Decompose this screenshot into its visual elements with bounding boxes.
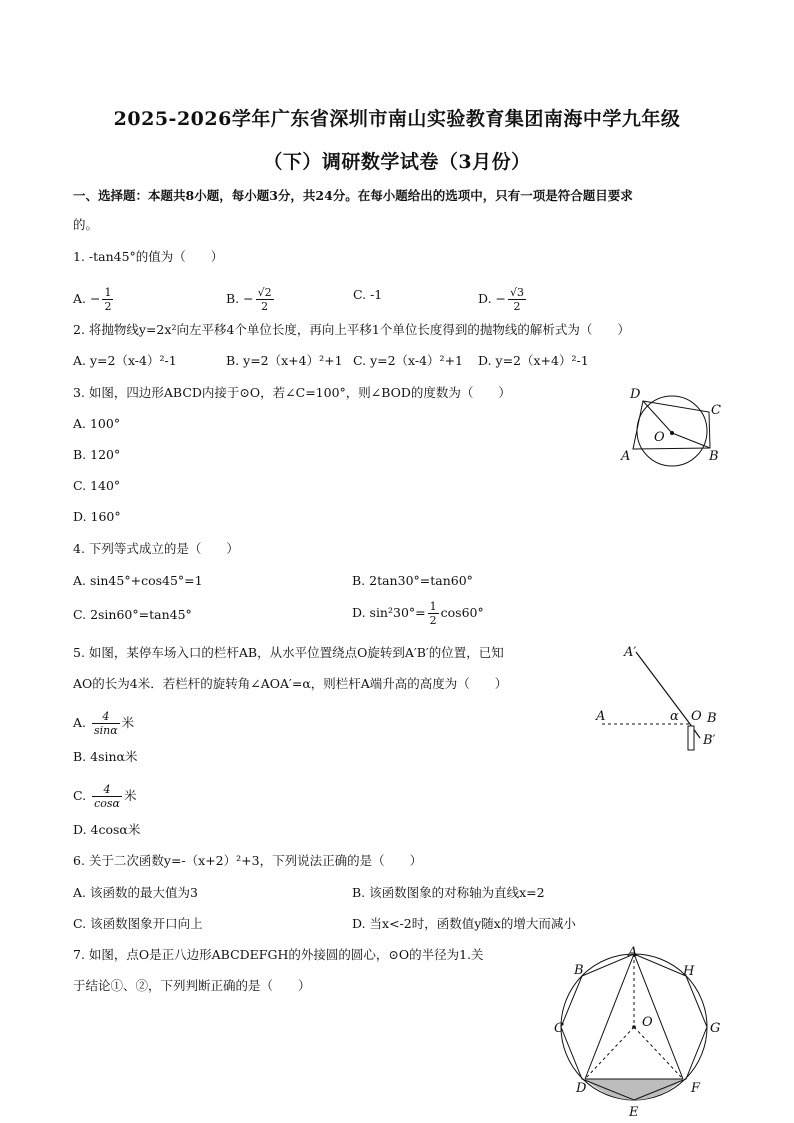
q1-b-num: √2 [257, 286, 272, 299]
q6-option-b: B. 该函数图象的对称轴为直线x=2 [352, 885, 545, 900]
q4-d-den: 2 [429, 614, 437, 627]
q7-label-a: A [628, 945, 638, 960]
q5-option-b: B. 4sinα米 [73, 749, 138, 764]
q5-c-pre: C. [73, 788, 91, 803]
q3-label-c: C [711, 403, 721, 418]
q7-label-h: H [683, 964, 695, 979]
q7-label-e: E [629, 1105, 639, 1120]
q5-label-alpha: α [670, 709, 679, 724]
q5-a-den: sinα [93, 724, 118, 737]
q1-b-den: 2 [261, 300, 269, 313]
q5-option-d: D. 4cosα米 [73, 822, 141, 837]
exam-title-line2: （下）调研数学试卷（3月份） [263, 151, 531, 173]
q1-option-d [478, 286, 528, 313]
q4-d-post: cos60° [440, 605, 484, 620]
q5-post [688, 726, 694, 750]
q4-option-b: B. 2tan30°=tan60° [352, 573, 473, 588]
q4-option-d [352, 600, 484, 627]
q7-label-g: G [710, 1021, 721, 1036]
q1-stem: 1. -tan45°的值为（ ） [73, 249, 224, 264]
q5-rotated-bar [636, 652, 690, 724]
q5-stem-line2: AO的长为4米．若栏杆的旋转角∠AOA′=α，则栏杆A端升高的高度为（ ） [73, 676, 508, 691]
q5-label-a: A [596, 709, 606, 724]
q7-label-f: F [691, 1081, 701, 1096]
q5-option-a [73, 710, 134, 737]
q2-option-d: D. y=2（x+4）²-1 [478, 353, 589, 368]
q1-b-label: B. − [226, 291, 254, 306]
q2-option-a: A. y=2（x-4）²-1 [73, 353, 177, 368]
q1-option-c: C. -1 [353, 287, 383, 302]
q3-label-a: A [621, 449, 631, 464]
q4-option-a: A. sin45°+cos45°=1 [73, 573, 203, 588]
q1-option-b [226, 286, 276, 313]
section-heading-line2: 的。 [73, 217, 99, 232]
q2-option-c: C. y=2（x-4）²+1 [353, 353, 463, 368]
q3-center-point [670, 431, 674, 435]
q7-shaded-region [585, 1079, 683, 1100]
q6-option-c: C. 该函数图象开口向上 [73, 916, 203, 931]
q7-stem-line1: 7. 如图，点O是正八边形ABCDEFGH的外接圆的圆心，⊙O的半径为1.关 [73, 947, 484, 962]
q5-a-pre: A. [73, 715, 90, 730]
q5-a-fraction [92, 710, 120, 737]
q5-c-post: 米 [123, 788, 137, 803]
q3-option-c: C. 140° [73, 478, 121, 493]
q1-d-fraction [508, 286, 526, 313]
q4-option-c: C. 2sin60°=tan45° [73, 607, 192, 622]
q3-label-o: O [654, 430, 665, 445]
q3-segment-od [643, 401, 672, 433]
q3-circle-figure [616, 384, 726, 468]
q2-stem: 2. 将抛物线y=2x²向左平移4个单位长度，再向上平移1个单位长度得到的抛物线的解析式为（ ） [73, 322, 630, 337]
q3-stem: 3. 如图，四边形ABCD内接于⊙O，若∠C=100°，则∠BOD的度数为（ ） [73, 385, 511, 400]
q7-label-d: D [576, 1081, 587, 1096]
q5-label-a-prime: A′ [624, 645, 637, 660]
q7-segment-of [634, 1027, 683, 1079]
q5-stem-line1: 5. 如图，某停车场入口的栏杆AB，从水平位置绕点O旋转到A′B′的位置，已知 [73, 645, 504, 660]
q4-d-fraction [428, 600, 439, 627]
q3-option-d: D. 160° [73, 509, 121, 524]
q4-stem: 4. 下列等式成立的是（ ） [73, 541, 239, 556]
q5-a-post: 米 [121, 715, 135, 730]
q5-label-b-prime: B′ [703, 733, 716, 748]
q1-a-num: 1 [104, 286, 112, 299]
q3-option-b: B. 120° [73, 447, 121, 462]
q4-d-pre: D. sin²30°= [352, 605, 426, 620]
q7-label-b: B [574, 963, 584, 978]
q4-d-num: 1 [429, 600, 437, 613]
q1-a-fraction [102, 286, 113, 313]
section-heading-line1: 一、选择题：本题共8小题，每小题3分，共24分。在每小题给出的选项中，只有一项是符合题目要求 [73, 188, 633, 203]
q6-option-d: D. 当x<-2时，函数值y随x的增大而减小 [352, 916, 576, 931]
q5-label-o: O [691, 709, 702, 724]
q1-a-den: 2 [104, 300, 112, 313]
q5-label-b: B [707, 711, 717, 726]
q3-segment-ob [672, 433, 710, 448]
q1-option-a [73, 286, 115, 313]
q5-barrier-figure [594, 640, 730, 752]
q3-label-d: D [630, 387, 641, 402]
q1-b-fraction [256, 286, 274, 313]
q3-option-a: A. 100° [73, 416, 121, 431]
q1-d-num: √3 [510, 286, 525, 299]
q6-stem: 6. 关于二次函数y=-（x+2）²+3，下列说法正确的是（ ） [73, 853, 423, 868]
q5-option-c [73, 783, 136, 810]
q7-stem-line2: 于结论①、②，下列判断正确的是（ ） [73, 978, 311, 993]
exam-title-line1: 2025-2026学年广东省深圳市南山实验教育集团南海中学九年级 [113, 108, 681, 130]
q1-a-label: A. − [73, 291, 101, 306]
q7-label-c: C [554, 1021, 564, 1036]
q1-d-den: 2 [513, 300, 521, 313]
q7-center-point [632, 1025, 636, 1029]
q5-c-den: cosα [94, 797, 120, 810]
q3-label-b: B [709, 449, 719, 464]
q1-d-label: D. − [478, 291, 506, 306]
q2-option-b: B. y=2（x+4）²+1 [226, 353, 343, 368]
q5-a-num: 4 [92, 710, 120, 724]
q7-octagon-figure [548, 944, 728, 1123]
q7-label-o: O [642, 1015, 653, 1030]
q5-c-num: 4 [92, 783, 122, 797]
q5-c-fraction [92, 783, 122, 810]
q7-segment-od [585, 1027, 634, 1079]
q6-option-a: A. 该函数的最大值为3 [73, 885, 198, 900]
q7-segment-ad [585, 954, 634, 1079]
